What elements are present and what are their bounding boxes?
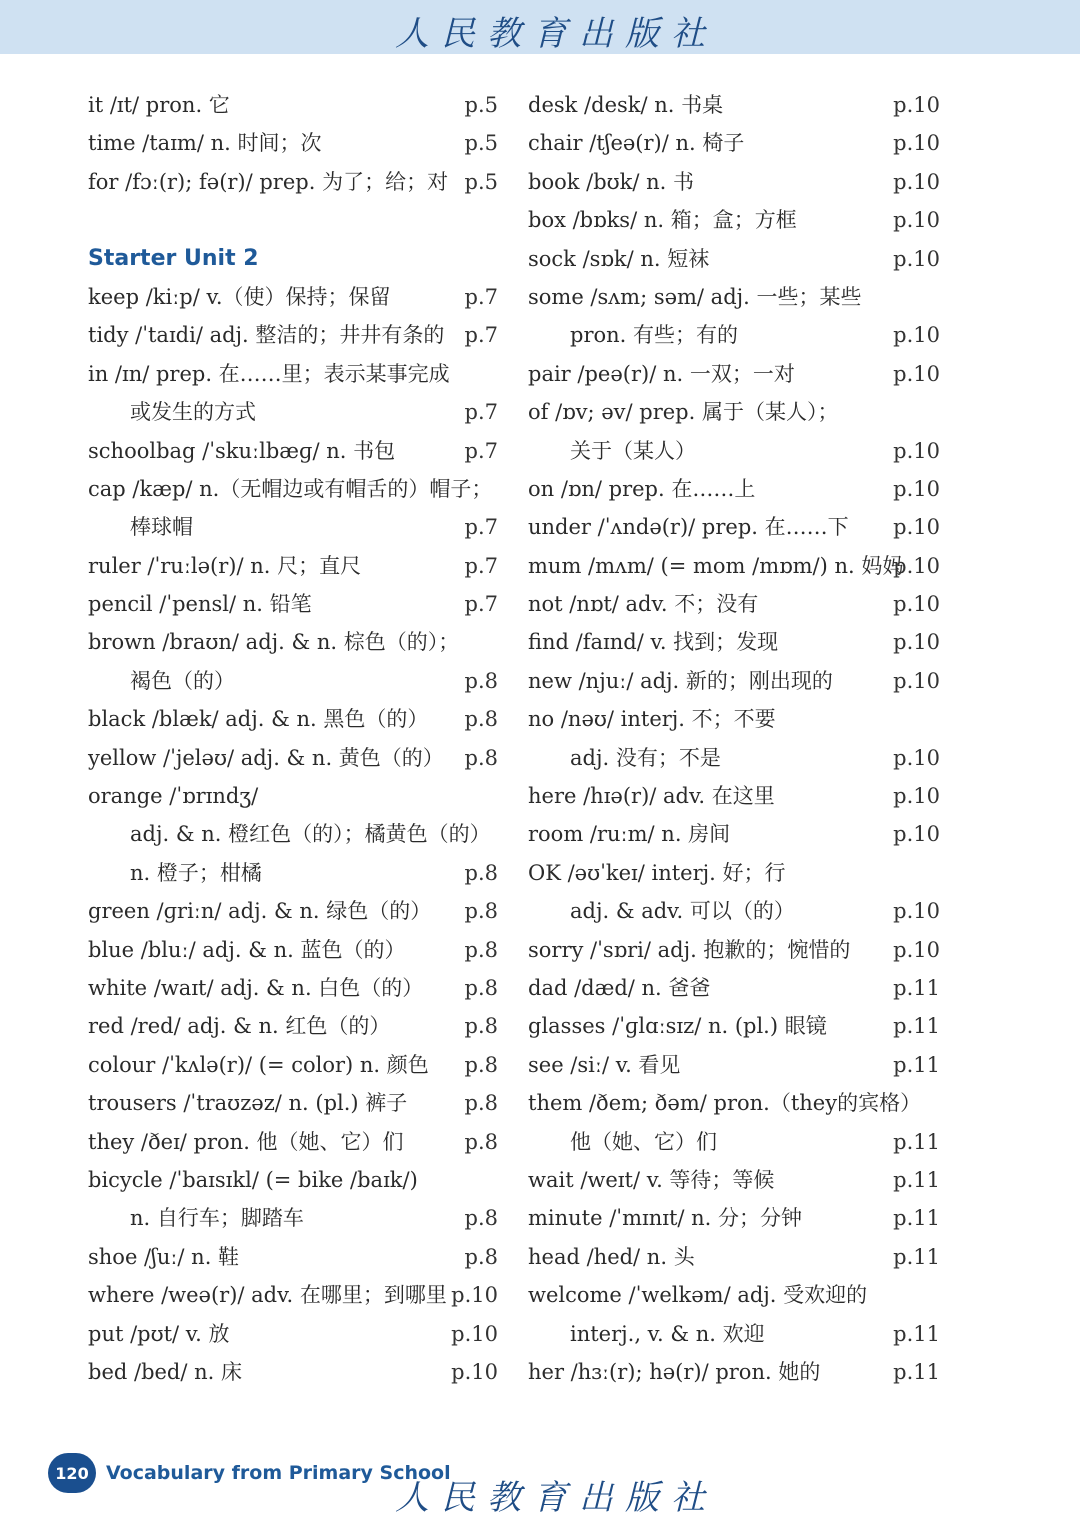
page-reference: p.11	[893, 1167, 940, 1192]
vocab-entry	[528, 623, 940, 661]
vocab-entry	[528, 1276, 940, 1314]
entry-text: ruler /ˈruːlə(r)/ n. 尺；直尺	[88, 553, 362, 578]
entry-text: colour /ˈkʌlə(r)/ (= color) n. 颜色	[88, 1052, 429, 1077]
vocab-entry	[88, 432, 498, 470]
entry-text: 褐色（的）	[130, 668, 235, 693]
entry-text: chair /tʃeə(r)/ n. 椅子	[528, 131, 745, 156]
entry-text: adj. & adv. 可以（的）	[570, 899, 795, 924]
entry-text: OK /əʊˈkeɪ/ interj. 好；行	[528, 860, 786, 885]
page-reference: p.11	[893, 1129, 940, 1154]
page-reference: p.8	[464, 1014, 498, 1039]
page-reference: p.10	[893, 668, 940, 693]
footer-title: Vocabulary from Primary School	[106, 1462, 451, 1484]
entry-text: trousers /ˈtraʊzəz/ n. (pl.) 裤子	[88, 1091, 408, 1116]
spacer	[88, 201, 498, 239]
page-reference: p.11	[893, 1359, 940, 1384]
page-reference: p.10	[893, 476, 940, 501]
vocab-entry	[88, 163, 498, 201]
page-reference: p.10	[893, 745, 940, 770]
entry-text: some /sʌm; səm/ adj. 一些；某些	[528, 284, 862, 309]
entry-text: new /njuː/ adj. 新的；刚出现的	[528, 668, 833, 693]
entry-text: on /ɒn/ prep. 在……上	[528, 476, 756, 501]
entry-text: yellow /ˈjeləʊ/ adj. & n. 黄色（的）	[88, 745, 444, 770]
vocab-entry	[88, 1238, 498, 1276]
vocab-entry-continuation	[528, 432, 940, 470]
entry-text: brown /braʊn/ adj. & n. 棕色（的）；	[88, 630, 460, 655]
vocab-entry	[88, 1276, 498, 1314]
vocab-entry	[528, 1084, 940, 1122]
entry-text: dad /dæd/ n. 爸爸	[528, 975, 711, 1000]
vocab-entry	[528, 1161, 940, 1199]
vocab-entry-continuation	[528, 1123, 940, 1161]
vocab-entry	[528, 163, 940, 201]
page-reference: p.11	[893, 975, 940, 1000]
page-reference: p.10	[893, 208, 940, 233]
vocab-entry	[528, 662, 940, 700]
entry-text: schoolbag /ˈskuːlbæɡ/ n. 书包	[88, 438, 396, 463]
vocab-entry	[528, 201, 940, 239]
page-reference: p.10	[451, 1321, 498, 1346]
vocab-entry	[88, 1084, 498, 1122]
entry-text: keep /kiːp/ v.（使）保持；保留	[88, 284, 391, 309]
section-heading	[88, 240, 498, 278]
entry-text: time /taɪm/ n. 时间；次	[88, 131, 322, 156]
vocab-entry	[88, 969, 498, 1007]
vocab-entry	[528, 1353, 940, 1391]
entry-text: box /bɒks/ n. 箱；盒；方框	[528, 208, 797, 233]
vocab-entry	[88, 1046, 498, 1084]
entry-text: cap /kæp/ n.（无帽边或有帽舌的）帽子；	[88, 476, 493, 501]
entry-text: tidy /ˈtaɪdi/ adj. 整洁的；井井有条的	[88, 323, 445, 348]
page-reference: p.10	[893, 169, 940, 194]
vocab-entry	[88, 931, 498, 969]
vocab-entry-continuation	[88, 854, 498, 892]
vocab-entry	[88, 1353, 498, 1391]
page-reference: p.11	[893, 1321, 940, 1346]
entry-text: in /ɪn/ prep. 在……里；表示某事完成	[88, 361, 450, 386]
entry-text: Starter Unit 2	[88, 245, 259, 271]
entry-text: it /ɪt/ pron. 它	[88, 93, 230, 117]
vocab-entry	[88, 547, 498, 585]
entry-text: 或发生的方式	[130, 400, 256, 425]
entry-text: 棒球帽	[130, 515, 193, 540]
page-reference: p.7	[464, 323, 498, 348]
page-reference: p.8	[464, 975, 498, 1000]
page-reference: p.8	[464, 1129, 498, 1154]
entry-text: they /ðeɪ/ pron. 他（她、它）们	[88, 1129, 404, 1154]
page-reference: p.7	[464, 400, 498, 425]
entry-text: pron. 有些；有的	[570, 323, 738, 348]
page-reference: p.8	[464, 860, 498, 885]
page-reference: p.8	[464, 707, 498, 732]
entry-text: her /hɜː(r); hə(r)/ pron. 她的	[528, 1359, 821, 1384]
entry-text: n. 橙子；柑橘	[130, 860, 262, 885]
vocab-entry	[528, 815, 940, 853]
vocab-entry	[88, 777, 498, 815]
page-reference: p.11	[893, 1206, 940, 1231]
page-reference: p.8	[464, 937, 498, 962]
vocab-entry	[528, 355, 940, 393]
page-reference: p.5	[464, 93, 498, 117]
page-reference: p.10	[451, 1359, 498, 1384]
vocab-entry	[528, 700, 940, 738]
vocab-entry	[528, 1007, 940, 1045]
page-reference: p.10	[893, 93, 940, 117]
entry-text: head /hed/ n. 头	[528, 1244, 695, 1269]
entry-text: red /red/ adj. & n. 红色（的）	[88, 1014, 391, 1039]
entry-text: for /fɔː(r); fə(r)/ prep. 为了；给；对	[88, 169, 449, 194]
page-reference: p.10	[893, 246, 940, 271]
vocab-entry-continuation	[528, 739, 940, 777]
page-reference: p.5	[464, 131, 498, 156]
vocab-entry	[88, 1007, 498, 1045]
page-reference: p.8	[464, 1206, 498, 1231]
page-reference: p.7	[464, 553, 498, 578]
page-reference: p.8	[464, 745, 498, 770]
vocab-entry-continuation	[528, 892, 940, 930]
vocab-entry	[88, 1161, 498, 1199]
entry-text: green /ɡriːn/ adj. & n. 绿色（的）	[88, 899, 432, 924]
entry-text: pencil /ˈpensl/ n. 铅笔	[88, 592, 312, 617]
entry-text: see /siː/ v. 看见	[528, 1052, 681, 1077]
entry-text: pair /peə(r)/ n. 一双；一对	[528, 361, 795, 386]
entry-text: no /nəʊ/ interj. 不；不要	[528, 707, 776, 732]
vocab-entry	[528, 854, 940, 892]
vocab-entry-continuation	[528, 1315, 940, 1353]
vocab-entry	[88, 1315, 498, 1353]
page-footer	[48, 1453, 451, 1493]
entry-text: white /waɪt/ adj. & n. 白色（的）	[88, 975, 424, 1000]
vocab-entry-continuation	[88, 393, 498, 431]
entry-text: not /nɒt/ adv. 不；没有	[528, 592, 759, 617]
entry-text: here /hɪə(r)/ adv. 在这里	[528, 784, 775, 809]
entry-text: orange /ˈɒrɪndʒ/	[88, 784, 259, 809]
vocab-entry	[528, 393, 940, 431]
publisher-logo-bottom: 人民教育出版社	[395, 1478, 717, 1518]
vocab-entry-continuation	[88, 815, 498, 853]
vocab-entry	[528, 508, 940, 546]
vocab-entry	[88, 623, 498, 661]
entry-text: mum /mʌm/ (= mom /mɒm/) n. 妈妈	[528, 553, 904, 578]
entry-text: 他（她、它）们	[570, 1129, 717, 1154]
page-number-badge: 120	[48, 1453, 96, 1493]
page-reference: p.8	[464, 668, 498, 693]
vocab-entry	[528, 124, 940, 162]
page-reference: p.10	[893, 937, 940, 962]
page-reference: p.8	[464, 1091, 498, 1116]
entry-text: desk /desk/ n. 书桌	[528, 93, 724, 117]
page-reference: p.11	[893, 1244, 940, 1269]
vocab-entry	[88, 355, 498, 393]
page-reference: p.10	[893, 553, 940, 578]
page-reference: p.10	[893, 323, 940, 348]
entry-text: under /ˈʌndə(r)/ prep. 在……下	[528, 515, 849, 540]
entry-text: welcome /ˈwelkəm/ adj. 受欢迎的	[528, 1283, 868, 1308]
entry-text: 关于（某人）	[570, 438, 696, 463]
page-reference: p.10	[451, 1283, 498, 1308]
vocab-entry	[528, 931, 940, 969]
vocab-entry-continuation	[88, 662, 498, 700]
page-reference: p.10	[893, 361, 940, 386]
page-reference: p.8	[464, 1244, 498, 1269]
vocab-entry	[528, 1199, 940, 1237]
page-reference: p.7	[464, 515, 498, 540]
entry-text: interj., v. & n. 欢迎	[570, 1321, 765, 1346]
vocab-column-left	[88, 86, 498, 1391]
entry-text: minute /ˈmɪnɪt/ n. 分；分钟	[528, 1206, 803, 1231]
entry-text: glasses /ˈɡlɑːsɪz/ n. (pl.) 眼镜	[528, 1014, 827, 1039]
entry-text: of /ɒv; əv/ prep. 属于（某人）；	[528, 400, 839, 425]
vocab-entry	[88, 278, 498, 316]
entry-text: shoe /ʃuː/ n. 鞋	[88, 1244, 240, 1269]
page-reference: p.10	[893, 784, 940, 809]
vocab-entry	[88, 86, 498, 124]
vocab-entry-continuation	[88, 508, 498, 546]
vocab-entry	[88, 892, 498, 930]
page-reference: p.7	[464, 438, 498, 463]
publisher-logo-top: 人民教育出版社	[395, 14, 717, 54]
entry-text: black /blæk/ adj. & n. 黑色（的）	[88, 707, 429, 732]
entry-text: wait /weɪt/ v. 等待；等候	[528, 1167, 775, 1192]
vocab-entry	[88, 739, 498, 777]
vocab-entry	[88, 316, 498, 354]
vocab-entry	[88, 1123, 498, 1161]
page-reference: p.11	[893, 1014, 940, 1039]
vocab-entry	[88, 585, 498, 623]
entry-text: book /bʊk/ n. 书	[528, 169, 695, 194]
page-reference: p.10	[893, 592, 940, 617]
vocab-entry	[528, 969, 940, 1007]
page-reference: p.8	[464, 899, 498, 924]
page-reference: p.10	[893, 438, 940, 463]
page-reference: p.7	[464, 592, 498, 617]
entry-text: sock /sɒk/ n. 短袜	[528, 246, 710, 271]
vocab-entry	[528, 240, 940, 278]
vocab-entry	[528, 585, 940, 623]
vocab-column-right	[528, 86, 940, 1391]
entry-text: blue /bluː/ adj. & n. 蓝色（的）	[88, 937, 406, 962]
vocab-entry	[88, 700, 498, 738]
page-reference: p.10	[893, 899, 940, 924]
entry-text: find /faɪnd/ v. 找到；发现	[528, 630, 779, 655]
vocab-entry	[528, 777, 940, 815]
page-reference: p.5	[464, 169, 498, 194]
page-reference: p.10	[893, 131, 940, 156]
page-reference: p.10	[893, 822, 940, 847]
vocab-entry	[528, 547, 940, 585]
vocab-entry-continuation	[88, 1199, 498, 1237]
page-reference: p.7	[464, 284, 498, 309]
vocab-entry	[88, 470, 498, 508]
vocab-entry	[528, 278, 940, 316]
vocab-entry	[528, 470, 940, 508]
entry-text: put /pʊt/ v. 放	[88, 1321, 230, 1346]
vocab-entry	[528, 1238, 940, 1276]
entry-text: adj. & n. 橙红色（的）；橘黄色（的）	[130, 822, 491, 847]
vocab-entry	[528, 86, 940, 124]
page-reference: p.10	[893, 515, 940, 540]
vocab-entry	[88, 124, 498, 162]
entry-text: room /ruːm/ n. 房间	[528, 822, 731, 847]
entry-text: n. 自行车；脚踏车	[130, 1206, 304, 1231]
vocab-entry	[528, 1046, 940, 1084]
entry-text: them /ðem; ðəm/ pron.（they的宾格）	[528, 1091, 922, 1116]
entry-text: bicycle /ˈbaɪsɪkl/ (= bike /baɪk/)	[88, 1167, 418, 1192]
vocab-entry-continuation	[528, 316, 940, 354]
page-reference: p.10	[893, 630, 940, 655]
entry-text: sorry /ˈsɒri/ adj. 抱歉的；惋惜的	[528, 937, 851, 962]
page-reference: p.11	[893, 1052, 940, 1077]
entry-text: adj. 没有；不是	[570, 745, 721, 770]
entry-text: where /weə(r)/ adv. 在哪里；到哪里	[88, 1283, 447, 1308]
entry-text: bed /bed/ n. 床	[88, 1359, 243, 1384]
page-reference: p.8	[464, 1052, 498, 1077]
